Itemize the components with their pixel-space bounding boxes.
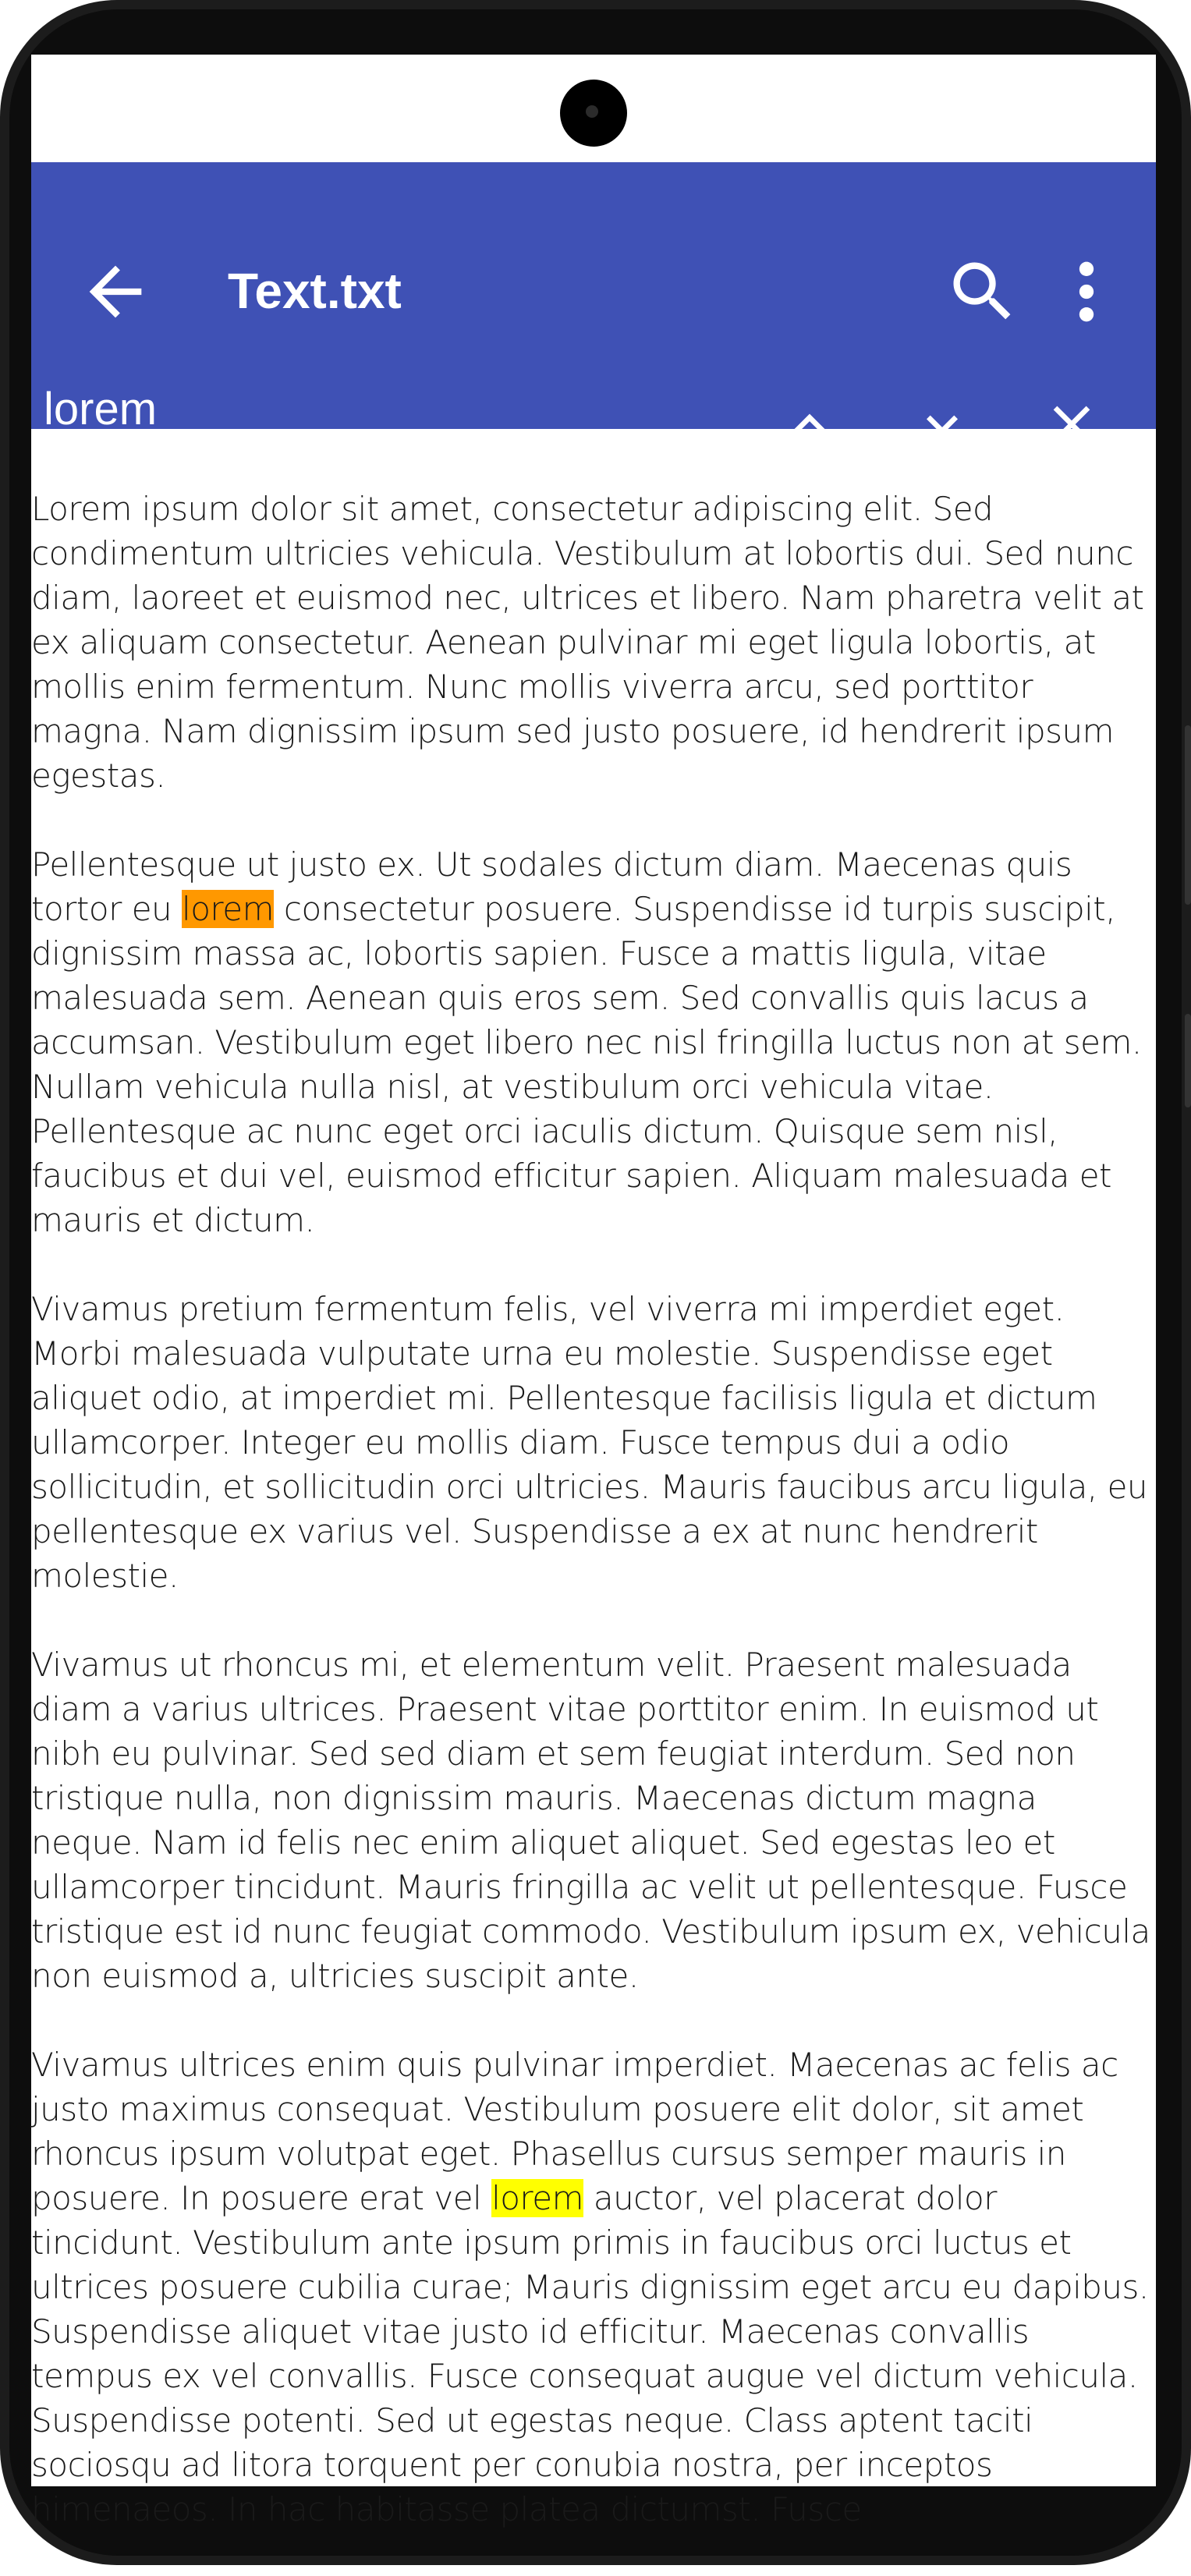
status-bar [31, 55, 1156, 162]
paragraph-2 [31, 842, 1156, 1242]
volume-button [1185, 725, 1191, 905]
paragraph-1: Lorem ipsum dolor sit amet, consectetur adipiscing elit. Sed condimentum ultricies vehicula. Vestibulum at lobortis dui. Sed nunc diam, laoreet et euismod nec, ultrices et libero. Nam pharetra velit at ex aliquam consectetur. Aenean pulvinar mi eget ligula lobortis, at mollis enim fermentum. Nunc mollis viverra arcu, sed porttitor magna. Nam dignissim ipsum sed justo posuere, id hendrerit ipsum egestas. [31, 490, 1144, 795]
search-match: lorem [491, 2179, 584, 2217]
paragraph-5-text-before: Vivamus ultrices enim quis pulvinar imperdiet. Maecenas ac felis ac justo maximus consequat. Vestibulum posuere elit dolor, sit amet rhoncus ipsum volutpat eget. Phasellus cursus semper mauris in posuere. In posuere erat vel [31, 2046, 1118, 2217]
paragraphs [31, 487, 1156, 2576]
more-vert-icon [1059, 253, 1114, 331]
text-content[interactable] [31, 429, 1156, 2528]
paragraph-2-text-before: Pellentesque ut justo ex. Ut sodales dictum diam. Maecenas quis tortor eu [31, 845, 1072, 928]
front-camera [560, 80, 627, 147]
paragraph-2-text-after: consectetur posuere. Suspendisse id turpis suscipit, dignissim massa ac, lobortis sapien. Fusce a mattis ligula, vitae malesuada sem. Aenean quis eros sem. Sed convallis quis lacus a accumsan. Vestibulum eget libero nec nisl fringilla luctus non at sem. Nullam vehicula nulla nisl, at vestibulum orci vehicula vitae. Pellentesque ac nunc eget orci iaculis dictum. Quisque sem nisl, faucibus et dui vel, euismod efficitur sapien. Aliquam malesuada et mauris et dictum. [31, 890, 1142, 1239]
page-title: Text.txt [228, 263, 402, 319]
find-input[interactable] [42, 384, 738, 434]
app-toolbar [31, 162, 1156, 429]
arrow-back-icon [76, 253, 154, 331]
paragraph-4: Vivamus ut rhoncus mi, et elementum velit. Praesent malesuada diam a varius ultrices. Praesent vitae porttitor enim. In euismod ut nibh eu pulvinar. Sed sed diam et sem feugiat interdum. Sed non tristique nulla, non dignissim mauris. Maecenas dictum magna neque. Nam id felis nec enim aliquet aliquet. Sed egestas leo et ullamcorper tincidunt. Mauris fringilla ac velit ut pellentesque. Fusce tristique est id nunc feugiat commodo. Vestibulum ipsum ex, vehicula non euismod a, ultricies suscipit ante. [31, 1646, 1150, 1995]
current-search-match: lorem [182, 890, 274, 928]
paragraph-5-text-after: auctor, vel placerat dolor tincidunt. Vestibulum ante ipsum primis in faucibus orci luctus et ultrices posuere cubilia curae; Mauris dignissim eget arcu eu dapibus. Suspendisse aliquet vitae justo id efficitur. Maecenas convallis tempus ex vel convallis. Fusce consequat augue vel dictum vehicula. Suspendisse potenti. Sed ut egestas neque. Class aptent taciti sociosqu ad litora torquent per conubia nostra, per inceptos himenaeos. In hac habitasse platea dictumst. Fusce [31, 2179, 1149, 2528]
search-icon [944, 253, 1022, 331]
paragraph-3: Vivamus pretium fermentum felis, vel viverra mi imperdiet eget. Morbi malesuada vulputate urna eu molestie. Suspendisse eget aliquet odio, at imperdiet mi. Pellentesque facilisis ligula et dictum ullamcorper. Integer eu mollis diam. Fusce tempus dui a odio sollicitudin, et sollicitudin orci ultricies. Mauris faucibus arcu ligula, eu pellentesque ex varius vel. Suspendisse a ex at nunc hendrerit molestie. [31, 1290, 1148, 1595]
power-button [1185, 1014, 1191, 1107]
paragraph-5 [31, 2043, 1156, 2532]
more-options-button[interactable] [1059, 253, 1114, 331]
back-button[interactable] [76, 253, 154, 331]
search-button[interactable] [944, 253, 1022, 331]
screen [31, 55, 1156, 2528]
